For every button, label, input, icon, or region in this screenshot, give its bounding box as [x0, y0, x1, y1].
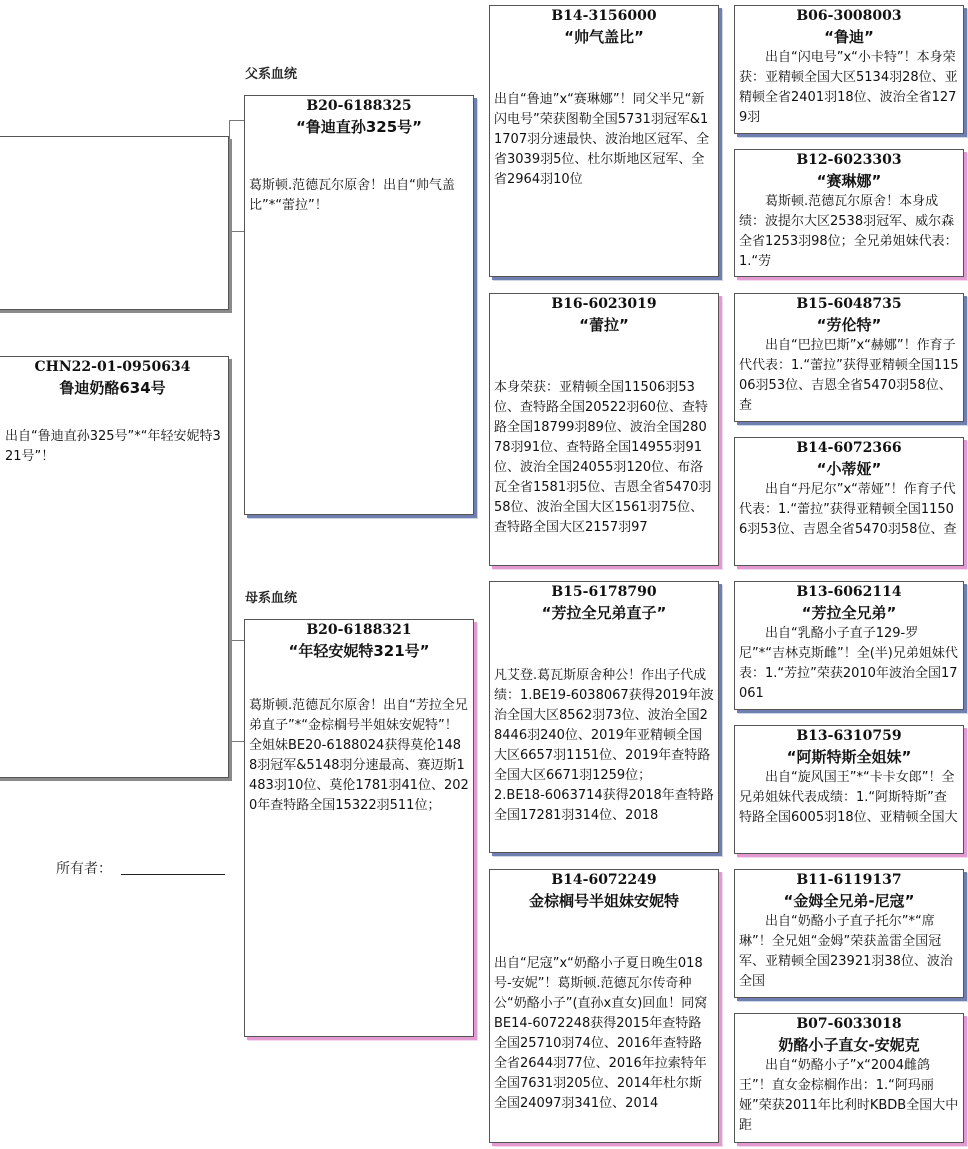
- grandparent-ring-number: B16-6023019: [551, 296, 657, 312]
- great-grandparent-text: 出自“闪电号”x“小卡特”！本身荣获：亚精顿全国大区5134羽28位、亚精顿全省2401羽18位、波治全省1279羽: [739, 50, 958, 125]
- great-grandparent-ring-number: B12-6023303: [796, 152, 902, 168]
- grandparent-name: 金棕榈号半姐妹安妮特: [528, 892, 679, 910]
- sire-ring-number: B20-6188325: [306, 98, 412, 114]
- great-grandparent-card: [734, 725, 964, 854]
- subject-text: 出自“鲁迪直孙325号”*“年轻安妮特321号”！: [5, 429, 221, 464]
- paternal-label: 父系血统: [245, 67, 298, 82]
- great-grandparent-text: 出自“旋风国王”*“卡卡女郎”！全兄弟姐妹代表成绩：1.“阿斯特斯”查特路全国6005羽18位、亚精顿全国大: [739, 770, 958, 825]
- dam-card: [244, 619, 474, 1037]
- connector-subject-dam: [229, 640, 244, 742]
- grandparent-ring-number: B15-6178790: [551, 584, 657, 600]
- great-grandparent-card: [734, 1013, 964, 1143]
- great-grandparent-name: “小蒂娅”: [816, 460, 882, 478]
- great-grandparent-name: 奶酪小子直女-安妮克: [778, 1036, 920, 1054]
- grandparent-text: 本身荣获：亚精顿全国11506羽53位、查特路全国20522羽60位、查特路全国18799羽89位、波治全国28078羽91位、查特路全国14955羽91位、波治全国24055羽120位、布洛瓦全省1581羽5位、吉恩全省5470羽58位、波治全国大区1561羽75位、查特路全国大区2157羽97: [494, 380, 712, 535]
- subject-ring-number: CHN22-01-0950634: [34, 359, 191, 375]
- grandparent-name: “蕾拉”: [579, 316, 629, 334]
- great-grandparent-name: “金姆全兄弟-尼寇”: [783, 892, 915, 910]
- great-grandparent-text: 出自“巴拉巴斯”x“赫娜”！作育子代代表：1.“蕾拉”获得亚精顿全国11506羽53位、吉恩全省5470羽58位、查: [739, 338, 959, 413]
- great-grandparent-ring-number: B13-6062114: [796, 584, 902, 600]
- sire-card: [244, 95, 474, 515]
- maternal-label: 母系血统: [245, 591, 298, 606]
- great-grandparent-name: “阿斯特斯全姐妹”: [786, 748, 912, 766]
- sire-text: 葛斯顿.范德瓦尔原舍！出自“帅气盖比”*“蕾拉”！: [249, 178, 455, 213]
- owner-label: 所有者：: [56, 861, 112, 877]
- connector-subject-sire: [229, 120, 244, 232]
- great-grandparent-card: [734, 581, 964, 710]
- sire-name: “鲁迪直孙325号”: [295, 118, 423, 136]
- great-grandparent-name: “劳伦特”: [816, 316, 882, 334]
- great-grandparent-ring-number: B14-6072366: [796, 440, 902, 456]
- grandparent-card: [489, 293, 719, 566]
- subject-name: 鲁迪奶酪634号: [59, 379, 166, 397]
- blank-card: [0, 136, 229, 310]
- great-grandparent-ring-number: B15-6048735: [796, 296, 902, 312]
- great-grandparent-card: [734, 293, 964, 422]
- grandparent-text: 出自“鲁迪”x“赛琳娜”！同父半兄“新闪电号”荣获图勒全国5731羽冠军&11707羽分速最快、波治地区冠军、全省3039羽5位、杜尔斯地区冠军、全省2964羽10位: [494, 92, 710, 187]
- owner-line: [121, 874, 225, 875]
- great-grandparent-text: 出自“奶酪小子”x“2004雌鸽王”！直女金棕榈作出：1.“阿玛丽娅”荣获2011年比利时KBDB全国大中距: [739, 1058, 959, 1133]
- great-grandparent-card: [734, 437, 964, 566]
- great-grandparent-card: [734, 869, 964, 998]
- grandparent-name: “芳拉全兄弟直子”: [541, 604, 667, 622]
- grandparent-ring-number: B14-6072249: [551, 872, 657, 888]
- grandparent-text: 凡艾登.葛瓦斯原舍种公！作出子代成绩：1.BE19-6038067获得2019年波治全国大区8562羽73位、波治全国28446羽240位、2019年亚精顿全国大区6657羽1151位、2019年查特路全国大区6671羽1259位； 2.BE18-6063714获得2018年查特路全国17281羽314位、2018: [494, 668, 714, 823]
- grandparent-card: [489, 581, 719, 853]
- grandparent-ring-number: B14-3156000: [551, 8, 657, 24]
- great-grandparent-text: 出自“奶酪小子直子托尔”*“席琳”！全兄姐“金姆”荣获盖雷全国冠军、亚精顿全国23921羽38位、波治全国: [739, 914, 953, 989]
- great-grandparent-ring-number: B13-6310759: [796, 728, 902, 744]
- grandparent-card: [489, 869, 719, 1143]
- great-grandparent-ring-number: B06-3008003: [796, 8, 902, 24]
- great-grandparent-name: “赛琳娜”: [816, 172, 882, 190]
- subject-card: [0, 356, 229, 778]
- grandparent-card: [489, 5, 719, 277]
- great-grandparent-text: 葛斯顿.范德瓦尔原舍！本身成绩：波提尔大区2538羽冠军、威尔森全省1253羽98位；全兄弟姐妹代表：1.“劳: [739, 194, 958, 269]
- dam-text: 葛斯顿.范德瓦尔原舍！出自“芳拉全兄弟直子”*“金棕榈号半姐妹安妮特”！全姐妹BE20-6188024获得莫伦1488羽冠军&5148羽分速最高、赛迈斯1483羽10位、莫伦1781羽41位、2020年查特路全国15322羽511位；: [249, 698, 469, 813]
- great-grandparent-ring-number: B07-6033018: [796, 1016, 902, 1032]
- great-grandparent-name: “芳拉全兄弟”: [801, 604, 897, 622]
- dam-name: “年轻安妮特321号”: [288, 642, 430, 660]
- great-grandparent-text: 出自“丹尼尔”x“蒂娅”！作育子代代表：1.“蕾拉”获得亚精顿全国11506羽53位、吉恩全省5470羽58位、查: [739, 482, 957, 537]
- grandparent-text: 出自“尼寇”x“奶酪小子夏日晚生018号-安妮”！葛斯顿.范德瓦尔传奇种公“奶酪小子”(直孙x直女)回血！同窝BE14-6072248获得2015年查特路全国25710羽74位、2016年查特路全省2644羽77位、2016年拉索特年全国7631羽205位、2014年杜尔斯全国24097羽341位、2014: [494, 956, 708, 1111]
- great-grandparent-card: [734, 149, 964, 277]
- great-grandparent-text: 出自“乳酪小子直子129-罗尼”*“吉林克斯雌”！全(半)兄弟姐妹代表：1.“芳拉”荣获2010年波治全国17061: [739, 626, 958, 701]
- great-grandparent-card: [734, 5, 964, 134]
- dam-ring-number: B20-6188321: [306, 622, 412, 638]
- great-grandparent-name: “鲁迪”: [824, 28, 874, 46]
- grandparent-name: “帅气盖比”: [564, 28, 644, 46]
- great-grandparent-ring-number: B11-6119137: [796, 872, 902, 888]
